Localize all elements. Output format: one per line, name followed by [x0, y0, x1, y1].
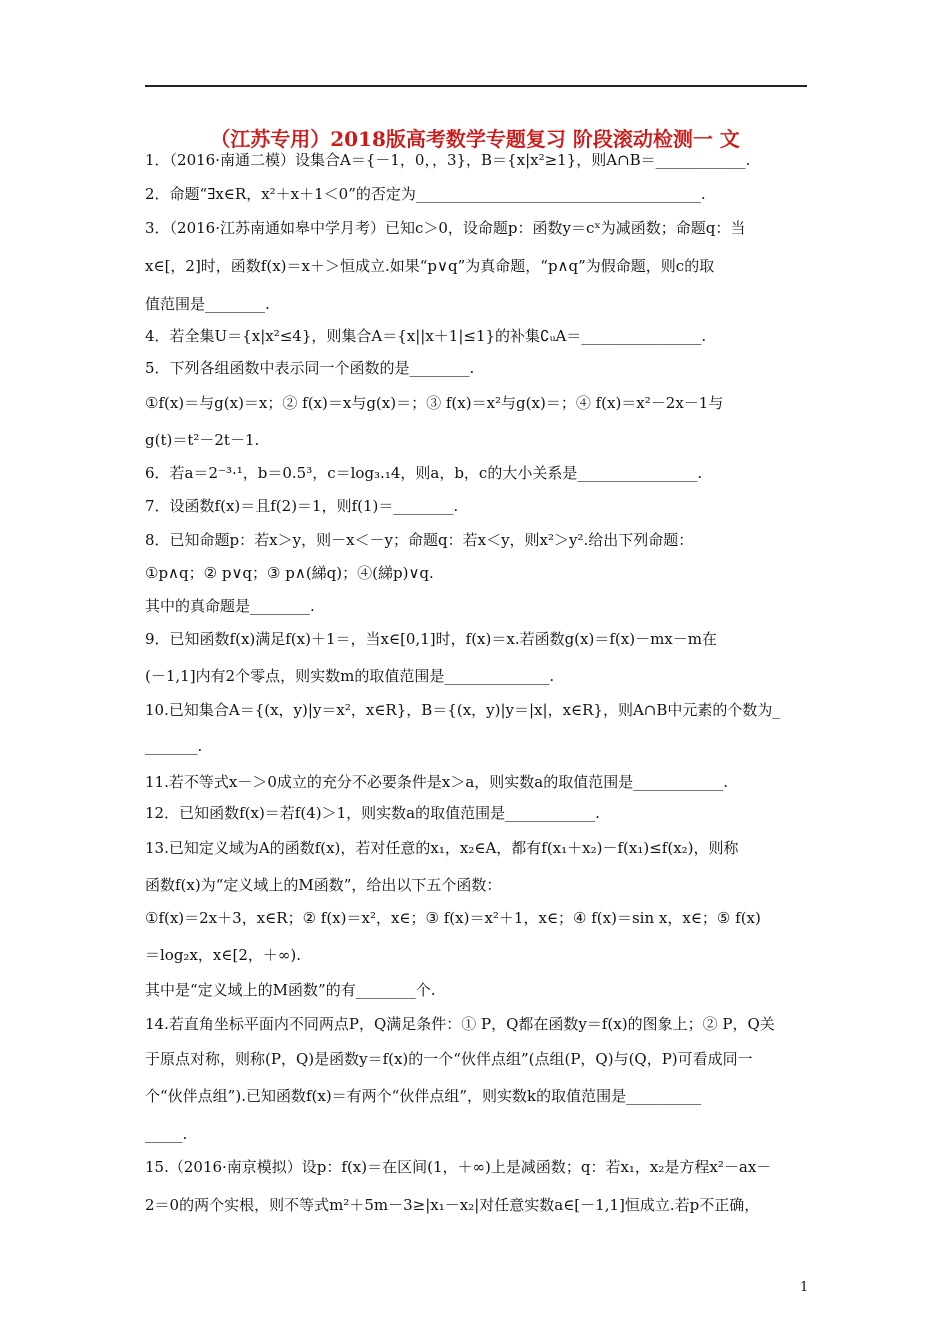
text-line: 函数f(x)为“定义域上的M函数”，给出以下五个函数： — [145, 876, 502, 894]
text-line: 12．已知函数f(x)＝若f(4)＞1，则实数a的取值范围是____________. — [145, 804, 600, 822]
text-line: 其中的真命题是________. — [145, 597, 315, 615]
text-line: 11.若不等式x－＞0成立的充分不必要条件是x＞a，则实数a的取值范围是____________. — [145, 773, 728, 791]
text-line: 3．（2016·江苏南通如皋中学月考）已知c＞0，设命题p：函数y＝cˣ为减函数；命题q：当 — [145, 219, 746, 237]
text-line: ①f(x)＝2x＋3，x∈R；② f(x)＝x²，x∈；③ f(x)＝x²＋1，x∈；④ f(x)＝sin x，x∈；⑤ f(x) — [145, 909, 761, 927]
text-line: 10.已知集合A＝{(x，y)|y＝x²，x∈R}，B＝{(x，y)|y＝|x|，x∈R}，则A∩B中元素的个数为_ — [145, 701, 780, 719]
text-line: x∈[，2]时，函数f(x)＝x＋＞恒成立.如果“p∨q”为真命题，“p∧q”为假命题，则c的取 — [145, 257, 715, 275]
text-line: ①f(x)＝与g(x)＝x；② f(x)＝x与g(x)＝；③ f(x)＝x²与g(x)＝；④ f(x)＝x²－2x－1与 — [145, 394, 724, 412]
text-line: 2．命题“∃x∈R，x²＋x＋1＜0”的否定为______________________________________. — [145, 185, 706, 203]
text-line: 其中是“定义域上的M函数”的有________个. — [145, 981, 436, 999]
text-line: 8．已知命题p：若x＞y，则－x＜－y；命题q：若x＜y，则x²＞y².给出下列命题： — [145, 531, 694, 549]
text-line: 于原点对称，则称(P，Q)是函数y＝f(x)的一个“伙伴点组”(点组(P，Q)与(Q，P)可看成同一 — [145, 1050, 753, 1068]
text-line: 6．若a＝2⁻³·¹，b＝0.5³，c＝log₃.₁4，则a，b，c的大小关系是________________. — [145, 464, 703, 482]
header-rule — [145, 85, 807, 87]
text-line: 14.若直角坐标平面内不同两点P，Q满足条件：① P，Q都在函数y＝f(x)的图象上；② P，Q关 — [145, 1015, 775, 1033]
text-line: 4．若全集U＝{x|x²≤4}，则集合A＝{x||x＋1|≤1}的补集∁ᵤA＝________________. — [145, 327, 707, 345]
text-line: _____. — [145, 1125, 188, 1143]
document-title: （江苏专用）2018版高考数学专题复习 阶段滚动检测一 文 — [210, 127, 740, 151]
text-line: 13.已知定义域为A的函数f(x)，若对任意的x₁，x₂∈A，都有f(x₁＋x₂)－f(x₁)≤f(x₂)，则称 — [145, 839, 739, 857]
text-line: _______. — [145, 737, 203, 755]
text-line: 5．下列各组函数中表示同一个函数的是________. — [145, 359, 475, 377]
text-line: 7．设函数f(x)＝且f(2)＝1，则f(1)＝________. — [145, 497, 459, 515]
text-line: 个“伙伴点组”).已知函数f(x)＝有两个“伙伴点组”，则实数k的取值范围是__________ — [145, 1087, 702, 1105]
text-line: ①p∧q；② p∨q；③ p∧(綈q)；④(綈p)∨q. — [145, 564, 434, 582]
text-line: (－1,1]内有2个零点，则实数m的取值范围是______________. — [145, 667, 555, 685]
text-line: 15.（2016·南京模拟）设p：f(x)＝在区间(1，＋∞)上是减函数；q：若x₁，x₂是方程x²－ax－ — [145, 1158, 772, 1176]
text-line: ＝log₂x，x∈[2，＋∞). — [145, 946, 301, 964]
text-line: 1．（2016·南通二模）设集合A＝{－1，0，，3}，B＝{x|x²≥1}，则A∩B＝____________. — [145, 151, 751, 169]
page-number: 1 — [800, 1280, 809, 1295]
text-line: 9．已知函数f(x)满足f(x)＋1＝，当x∈[0,1]时，f(x)＝x.若函数g(x)＝f(x)－mx－m在 — [145, 630, 717, 648]
text-line: 2＝0的两个实根，则不等式m²＋5m－3≥|x₁－x₂|对任意实数a∈[－1,1]恒成立.若p不正确， — [145, 1196, 760, 1214]
text-line: g(t)＝t²－2t－1. — [145, 431, 260, 449]
text-line: 值范围是________. — [145, 295, 270, 313]
